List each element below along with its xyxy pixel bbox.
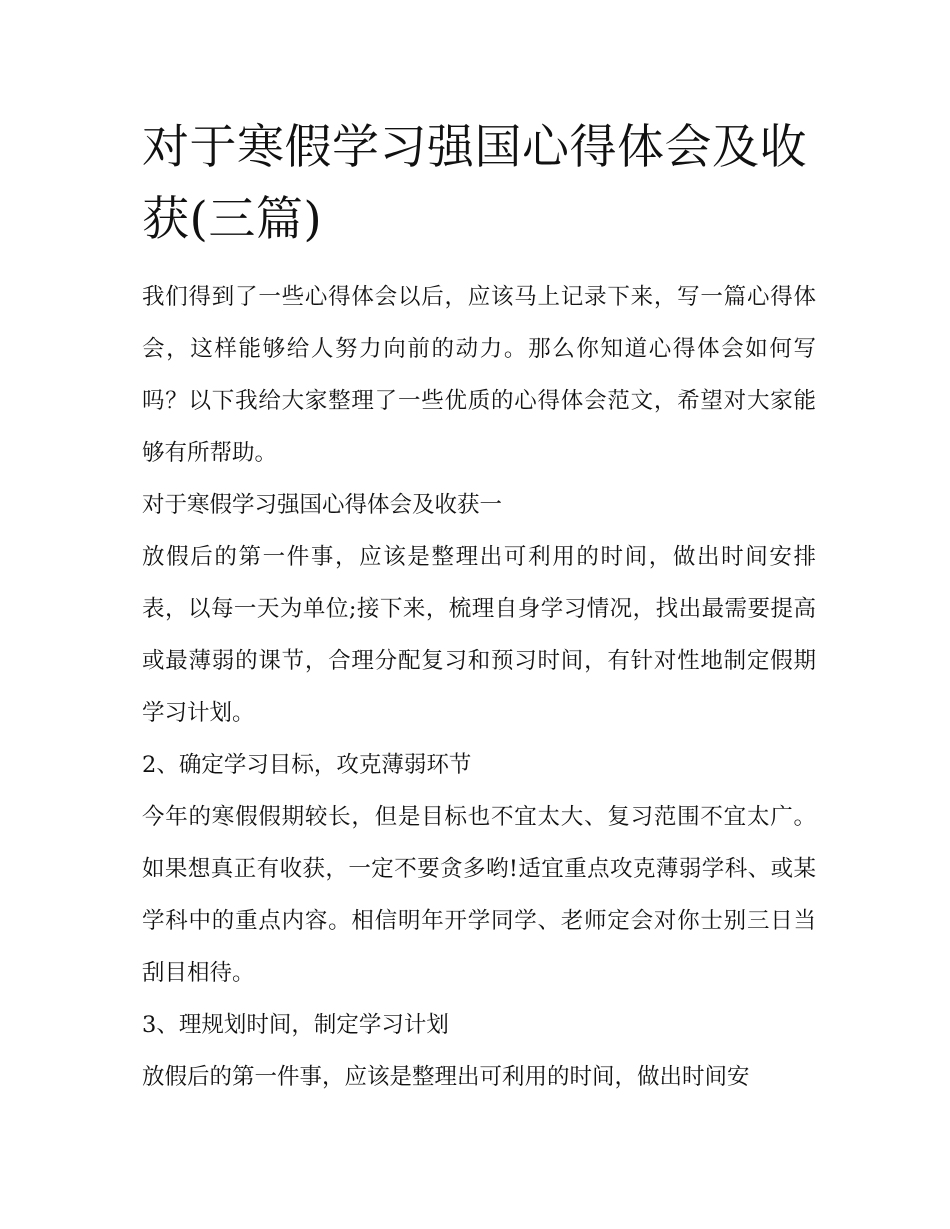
section-heading-one: 对于寒假学习强国心得体会及收获一: [142, 492, 503, 518]
body-paragraph: 今年的寒假假期较长，但是目标也不宜太大、复习范围不宜太广。如果想真正有收获，一定不要贪多哟!适宜重点攻克薄弱学科、或某学科中的重点内容。相信明年开学同学、老师定会对你士别三日当刮目相待。: [142, 804, 816, 986]
body-paragraph: 放假后的第一件事，应该是整理出可利用的时间，做出时间安: [142, 1064, 750, 1090]
body-paragraph: 放假后的第一件事，应该是整理出可利用的时间，做出时间安排表，以每一天为单位;接下来，梳理自身学习情况，找出最需要提高或最薄弱的课节，合理分配复习和预习时间，有针对性地制定假期学习计划。: [142, 544, 816, 726]
document-body: [142, 112, 816, 1103]
intro-paragraph: 我们得到了一些心得体会以后，应该马上记录下来，写一篇心得体会，这样能够给人努力向前的动力。那么你知道心得体会如何写吗？以下我给大家整理了一些优质的心得体会范文，希望对大家能够有所帮助。: [142, 284, 816, 466]
section-heading-three: 3、理规划时间，制定学习计划: [142, 1012, 449, 1038]
document-title: 对于寒假学习强国心得体会及收获(三篇): [142, 120, 807, 247]
section-heading-two: 2、确定学习目标，攻克薄弱环节: [142, 752, 472, 778]
